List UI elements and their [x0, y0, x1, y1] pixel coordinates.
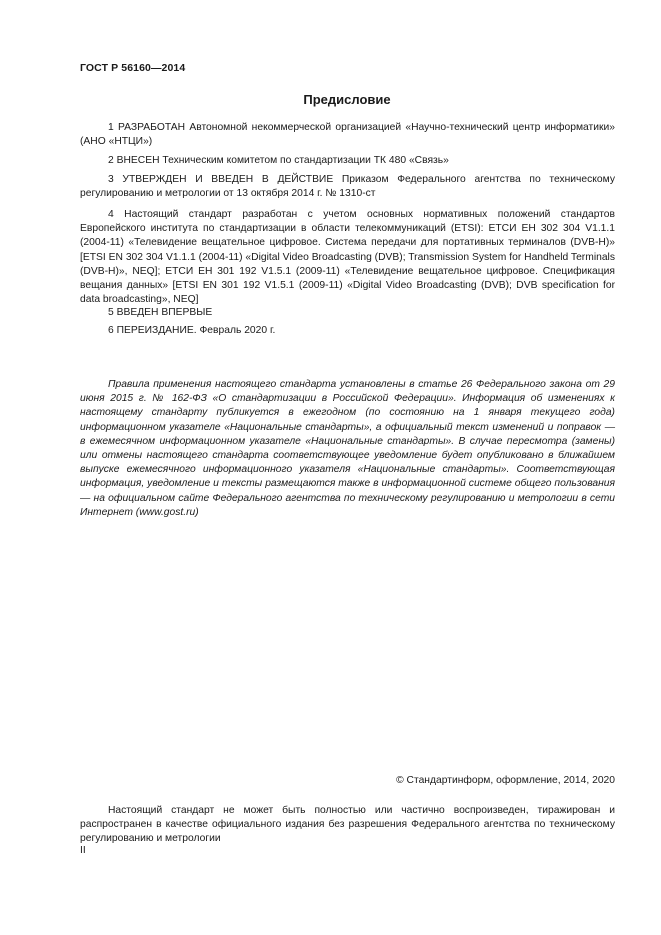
standard-application-notice: Правила применения настоящего стандарта установлены в статье 26 Федерального закона от 29 июня 2015 г. № 162-ФЗ «О стандартизации в Российской Федерации». Информация об изменениях к настоящему стандарту публикуется в ежегодном (по состоянию на 1 января текущего года) информационном указателе «Национальные стандарты», а официальный текст изменений и поправок — в ежемесячном информационном указателе «Национальные стандарты». В случае пересмотра (замены) или отмены настоящего стандарта соответствующее уведомление будет опубликовано в ближайшем выпуске ежемесячного информационного указателя «Национальные стандарты». Соответствующая информация, уведомление и тексты размещаются также в информационной системе общего пользования — на официальном сайте Федерального агентства по техническому регулированию и метрологии в сети Интернет (www.gost.ru) — [80, 379, 615, 518]
section-title: Предисловие — [303, 92, 391, 107]
preface-item-4: 4 Настоящий стандарт разработан с учетом основных нормативных положений стандартов Европейского института по стандартизации в области телекоммуникаций (ETSI): ЕТСИ ЕН 302 304 V1.1.1 (2004-11) «Телевидение вещательное цифровое. Система передачи для портативных терминалов (DVB-H)» [ETSI EN 302 304 V1.1.1 (2004-11) «Digital Video Broadcasting (DVB); Transmission System for Handheld Terminals (DVB-H)», NEQ]; ЕТСИ ЕН 301 192 V1.5.1 (2009-11) «Телевидение вещательное цифровое. Спецификация вещания данных» [ETSI EN 301 192 V1.5.1 (2009-11) «Digital Video Broadcasting (DVB); DVB specification for data broadcasting», NEQ] — [80, 209, 615, 306]
preface-item-1: 1 РАЗРАБОТАН Автономной некоммерческой организацией «Научно-технический центр информатики» (АНО «НТЦИ») — [80, 122, 615, 148]
preface-item-6: 6 ПЕРЕИЗДАНИЕ. Февраль 2020 г. — [108, 325, 276, 336]
reproduction-notice: Настоящий стандарт не может быть полностью или частично воспроизведен, тиражирован и распространен в качестве официального издания без разрешения Федерального агентства по техническому регулированию и метрологии — [80, 805, 615, 845]
document-header: ГОСТ Р 56160—2014 — [80, 62, 186, 74]
preface-item-3: 3 УТВЕРЖДЕН И ВВЕДЕН В ДЕЙСТВИЕ Приказом Федерального агентства по техническому регулированию и метрологии от 13 октября 2014 г. № 1310-ст — [80, 174, 615, 200]
preface-item-2: 2 ВНЕСЕН Техническим комитетом по стандартизации ТК 480 «Связь» — [108, 155, 449, 166]
copyright-line: © Стандартинформ, оформление, 2014, 2020 — [396, 775, 615, 786]
preface-item-5: 5 ВВЕДЕН ВПЕРВЫЕ — [108, 307, 213, 318]
page-number: II — [80, 845, 86, 856]
